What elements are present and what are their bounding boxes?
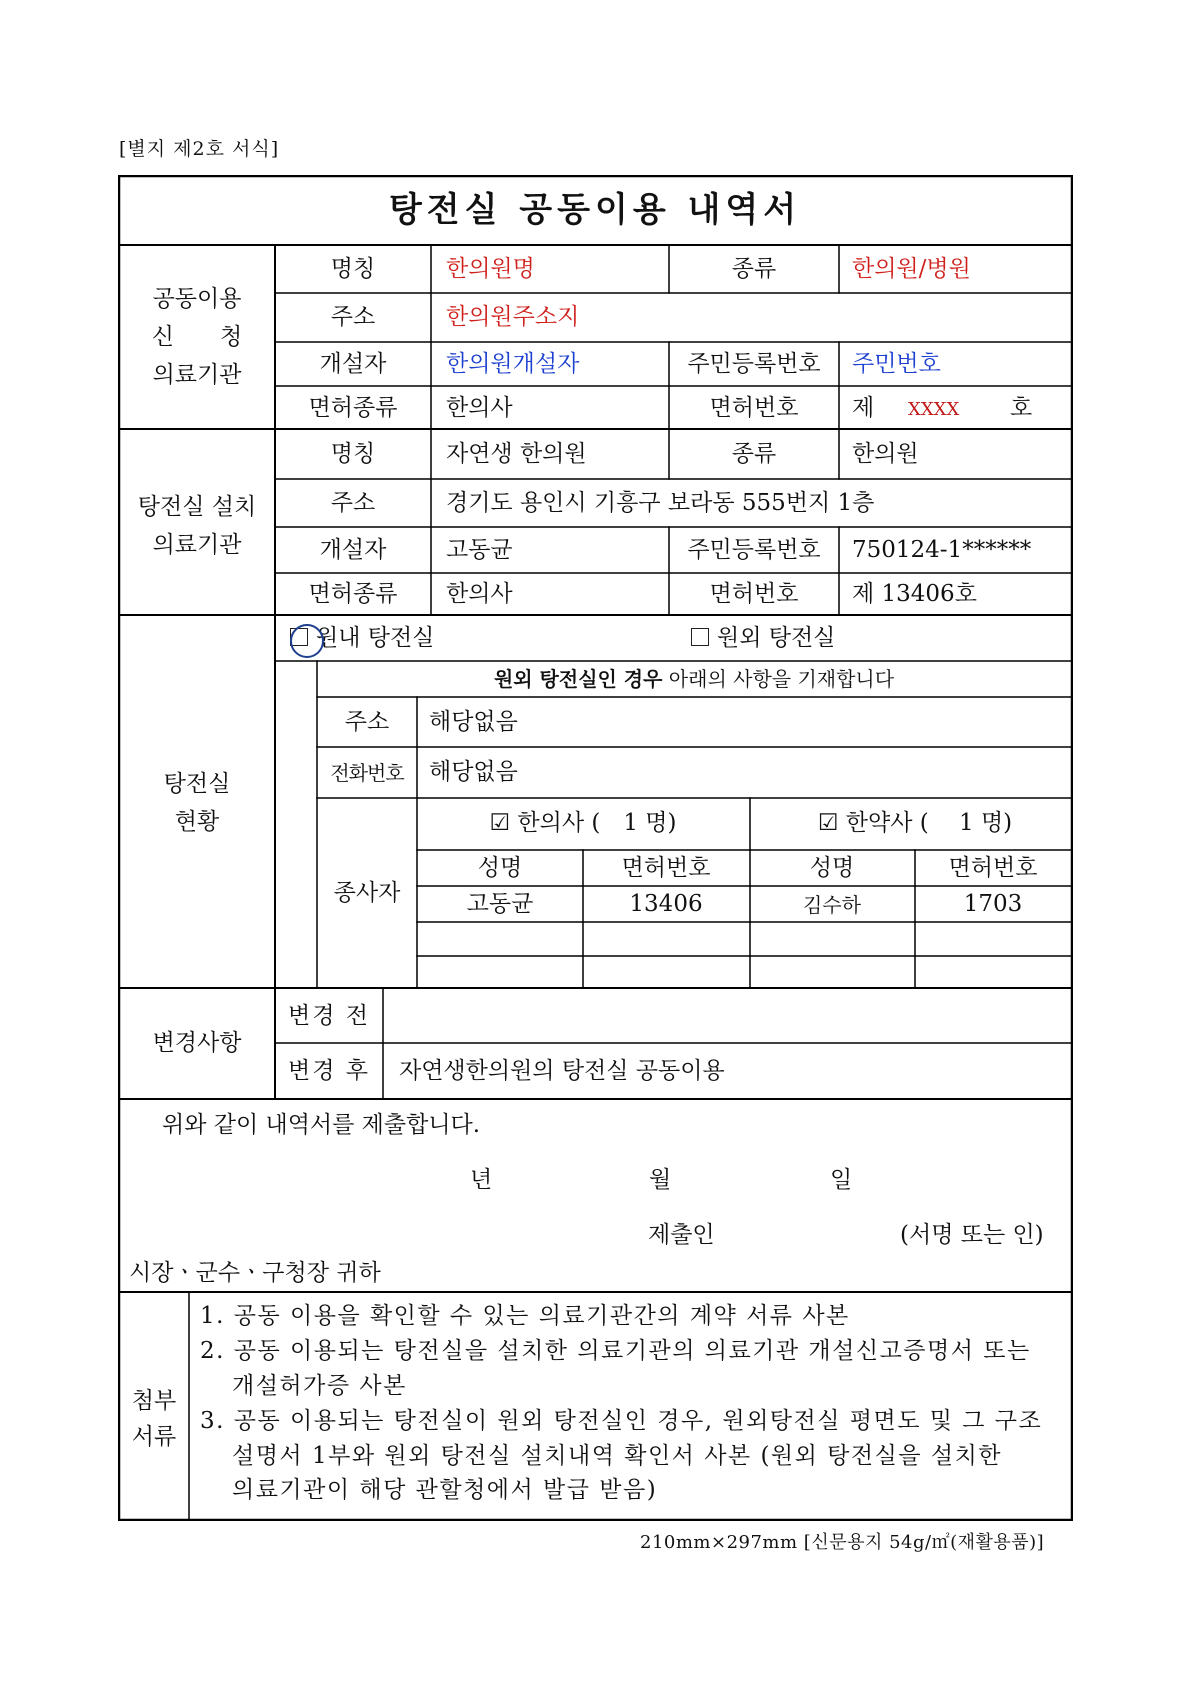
doctor-name-header: 성명: [477, 855, 523, 881]
attachment-line: 2. 공동 이용되는 탕전실을 설치한 의료기관의 의료기관 개설신고증명서 또는: [200, 1338, 1031, 1364]
facility-founder-field[interactable]: 고동균: [446, 537, 513, 563]
date-year-label: 년: [470, 1167, 493, 1193]
applicant-license-no-suffix: 호: [1010, 395, 1033, 421]
applicant-resident-no-label: 주민등록번호: [687, 351, 821, 377]
addressee: 시장ㆍ군수ㆍ구청장 귀하: [129, 1260, 381, 1286]
status-section-label: 탕전실: [163, 771, 231, 797]
status-section-label: 현황: [174, 809, 220, 835]
applicant-address-field[interactable]: 한의원주소지: [446, 304, 580, 330]
selection-circle-mark: [290, 624, 324, 658]
outside-option[interactable]: [691, 627, 835, 650]
attachment-line: 의료기관이 해당 관할청에서 발급 받음): [232, 1477, 658, 1503]
staff-label: 종사자: [333, 880, 401, 906]
doctor-group-header: ☑ 한의사 ( 1 명): [489, 810, 677, 836]
facility-type-label: 종류: [731, 441, 777, 467]
facility-section-label: 의료기관: [152, 532, 242, 558]
applicant-address-label: 주소: [330, 304, 376, 330]
outside-note: [494, 669, 894, 689]
facility-founder-label: 개설자: [319, 537, 387, 563]
pharmacist-license-header: 면허번호: [948, 855, 1038, 881]
outside-note-bold: 원외 탕전실인 경우: [493, 667, 663, 691]
pharmacist-name-header: 성명: [809, 855, 855, 881]
attachment-line: 개설허가증 사본: [232, 1373, 407, 1399]
signature-field[interactable]: (서명 또는 인): [900, 1222, 1044, 1248]
change-before-label: 변경 전: [288, 1003, 370, 1029]
attachment-line: 3. 공동 이용되는 탕전실이 원외 탕전실인 경우, 원외탕전실 평면도 및 그 구조: [200, 1408, 1043, 1434]
form-code: [별지 제2호 서식]: [119, 138, 280, 160]
applicant-resident-no-field[interactable]: 주민번호: [852, 351, 941, 377]
attachments-label: 서류: [131, 1424, 177, 1450]
applicant-section-label: 공동이용: [152, 286, 242, 312]
applicant-license-no-prefix: 제: [852, 395, 875, 421]
change-after-label: 변경 후: [288, 1058, 370, 1084]
facility-license-type-field[interactable]: 한의사: [446, 581, 513, 607]
pharmacist-group-header: ☑ 한약사 ( 1 명): [817, 810, 1013, 836]
applicant-founder-field[interactable]: 한의원개설자: [446, 351, 580, 377]
applicant-section-label: 의료기관: [152, 362, 242, 388]
paper-spec-footer: 210mm×297mm [신문용지 54g/㎡(재활용품)]: [640, 1532, 1045, 1553]
applicant-license-type-field[interactable]: 한의사: [446, 395, 513, 421]
facility-name-field[interactable]: 자연생 한의원: [446, 441, 587, 467]
outside-phone-field[interactable]: 해당없음: [429, 759, 518, 785]
facility-address-label: 주소: [330, 490, 376, 516]
facility-license-no-label: 면허번호: [709, 581, 799, 607]
doctor-license-cell[interactable]: 13406: [629, 891, 703, 917]
inside-option-label: 원내 탕전실: [316, 625, 435, 651]
applicant-name-label: 명칭: [330, 256, 376, 282]
outside-address-label: 주소: [344, 709, 390, 735]
facility-type-field[interactable]: 한의원: [852, 441, 919, 467]
form-table: [118, 175, 1073, 1521]
applicant-license-no-field[interactable]: XXXX: [908, 399, 960, 420]
facility-license-type-label: 면허종류: [308, 581, 398, 607]
applicant-license-no-label: 면허번호: [709, 395, 799, 421]
facility-name-label: 명칭: [330, 441, 376, 467]
attachment-line: 1. 공동 이용을 확인할 수 있는 의료기관간의 계약 서류 사본: [200, 1303, 850, 1329]
facility-section-label: 탕전실 설치: [137, 494, 257, 520]
date-day-label: 일: [830, 1167, 853, 1193]
applicant-type-label: 종류: [731, 256, 777, 282]
applicant-license-type-label: 면허종류: [308, 395, 398, 421]
outside-phone-label: 전화번호: [330, 761, 404, 785]
applicant-type-field[interactable]: 한의원/병원: [852, 256, 971, 282]
facility-resident-no-field[interactable]: 750124-1******: [852, 537, 1032, 563]
facility-address-field[interactable]: 경기도 용인시 기흥구 보라동 555번지 1층: [446, 490, 875, 516]
applicant-name-field[interactable]: 한의원명: [446, 256, 535, 282]
facility-license-no-field[interactable]: 제 13406호: [852, 581, 977, 607]
outside-option-label: 원외 탕전실: [717, 625, 836, 651]
attachments-label: 첨부: [131, 1388, 177, 1414]
change-section-label: 변경사항: [152, 1030, 242, 1056]
outside-address-field[interactable]: 해당없음: [429, 709, 518, 735]
change-after-field[interactable]: 자연생한의원의 탕전실 공동이용: [399, 1058, 725, 1084]
applicant-section-label: 신 청: [151, 324, 243, 350]
page-title: 탕전실 공동이용 내역서: [388, 190, 802, 230]
outside-checkbox[interactable]: [691, 628, 709, 646]
applicant-founder-label: 개설자: [319, 351, 387, 377]
declaration-statement: 위와 같이 내역서를 제출합니다.: [162, 1112, 481, 1138]
outside-note-rest: 아래의 사항을 기재합니다: [662, 667, 895, 691]
date-month-label: 월: [649, 1167, 672, 1193]
attachment-line: 설명서 1부와 원외 탕전실 설치내역 확인서 사본 (원외 탕전실을 설치한: [232, 1443, 1003, 1469]
pharmacist-name-cell[interactable]: 김수하: [803, 893, 861, 917]
doctor-license-header: 면허번호: [621, 855, 711, 881]
pharmacist-license-cell[interactable]: 1703: [963, 891, 1023, 917]
submitter-label: 제출인: [648, 1222, 715, 1248]
doctor-name-cell[interactable]: 고동균: [466, 891, 534, 917]
facility-resident-no-label: 주민등록번호: [687, 537, 821, 563]
